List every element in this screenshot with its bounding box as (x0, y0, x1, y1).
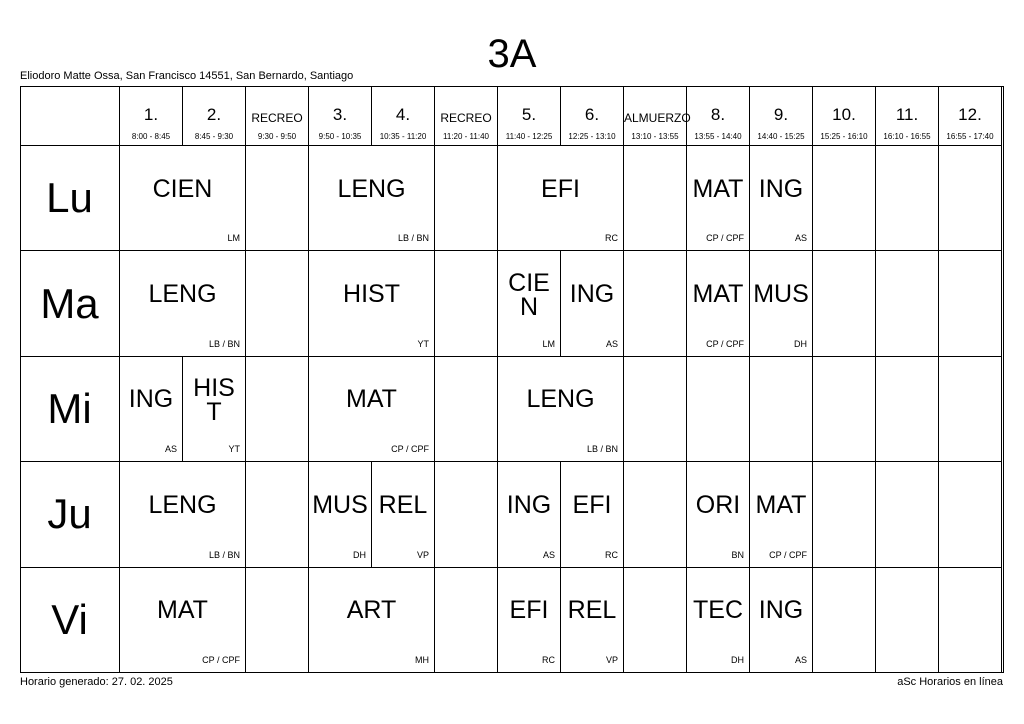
period-header (561, 86, 624, 146)
period-label: 1. (143, 105, 159, 124)
lesson-cell[interactable] (498, 251, 561, 356)
day-cell (20, 568, 120, 673)
lesson-cell[interactable] (750, 568, 813, 673)
lesson-teacher: LM (227, 233, 240, 244)
period-label: ALMUERZO (624, 111, 691, 125)
lesson-subject-text: LENG (526, 385, 595, 414)
lesson-cell[interactable] (372, 462, 435, 567)
lesson-subject (183, 357, 245, 443)
lesson-subject-text: MAT (692, 174, 744, 203)
empty-slot (624, 146, 687, 251)
empty-slot (813, 251, 876, 356)
empty-slot (876, 462, 939, 567)
brand-footer: aSc Horarios en línea (897, 676, 1003, 688)
empty-slot (939, 146, 1002, 251)
period-time: 15:25 - 16:10 (820, 132, 868, 141)
lesson-cell[interactable] (120, 251, 246, 356)
empty-slot (246, 462, 309, 567)
lesson-teacher: AS (542, 549, 555, 560)
lesson-subject (120, 146, 245, 232)
period-time: 13:10 - 13:55 (631, 132, 679, 141)
period-time: 9:50 - 10:35 (318, 132, 362, 141)
empty-slot (813, 462, 876, 567)
lesson-cell[interactable] (120, 568, 246, 673)
lesson-subject (309, 251, 434, 337)
lesson-subject (120, 568, 245, 654)
lesson-cell[interactable] (498, 357, 624, 462)
lesson-subject (309, 357, 434, 443)
lesson-subject (687, 146, 749, 232)
lesson-cell[interactable] (687, 568, 750, 673)
page-title: 3A (487, 32, 537, 76)
lesson-subject (309, 462, 371, 548)
period-time: 11:20 - 11:40 (443, 132, 489, 141)
lesson-subject-text: REL (378, 490, 428, 519)
lesson-subject (561, 568, 623, 654)
lesson-teacher: CP / CPF (391, 444, 429, 455)
empty-slot (246, 568, 309, 673)
lesson-subject (498, 568, 560, 654)
lesson-subject (498, 251, 560, 337)
day-label: Lu (46, 174, 93, 222)
day-cell (20, 146, 120, 251)
lesson-subject (750, 146, 812, 232)
lesson-cell[interactable] (309, 357, 435, 462)
lesson-cell[interactable] (120, 357, 183, 462)
empty-slot (813, 146, 876, 251)
lesson-cell[interactable] (561, 462, 624, 567)
lesson-cell[interactable] (498, 146, 624, 251)
period-time: 11:40 - 12:25 (505, 132, 553, 141)
period-header (876, 86, 939, 146)
period-label: 2. (206, 105, 222, 124)
lesson-subject-text: ING (758, 596, 804, 625)
period-time: 10:35 - 11:20 (379, 132, 427, 141)
day-cell (20, 462, 120, 567)
empty-slot (876, 568, 939, 673)
day-label: Mi (47, 384, 92, 432)
period-label: 4. (395, 105, 411, 124)
empty-slot (750, 357, 813, 462)
period-header (750, 86, 813, 146)
lesson-subject-text: LENG (148, 490, 217, 519)
empty-slot (939, 357, 1002, 462)
empty-slot (435, 568, 498, 673)
period-time: 12:25 - 13:10 (568, 132, 616, 141)
lesson-subject-text: CIEN (508, 268, 550, 321)
lesson-cell[interactable] (561, 568, 624, 673)
lesson-cell[interactable] (750, 462, 813, 567)
lesson-teacher: VP (416, 549, 429, 560)
period-label: 9. (773, 105, 789, 124)
period-time: 14:40 - 15:25 (757, 132, 805, 141)
empty-slot (939, 568, 1002, 673)
lesson-teacher: AS (605, 338, 618, 349)
lesson-subject-text: HIST (343, 280, 400, 309)
lesson-teacher: LB / BN (397, 233, 429, 244)
empty-slot (813, 568, 876, 673)
period-header (183, 86, 246, 146)
lesson-subject-text: REL (567, 596, 617, 625)
lesson-cell[interactable] (309, 251, 435, 356)
period-label: 12. (958, 105, 982, 124)
lesson-subject (561, 462, 623, 548)
period-header (498, 86, 561, 146)
empty-slot (876, 251, 939, 356)
lesson-subject-text: LENG (148, 280, 217, 309)
lesson-teacher: LB / BN (208, 338, 240, 349)
lesson-teacher: AS (794, 233, 807, 244)
period-time: 16:55 - 17:40 (946, 132, 994, 141)
lesson-teacher: MH (415, 654, 429, 665)
day-label: Ma (40, 279, 99, 327)
empty-slot (435, 357, 498, 462)
lesson-subject (561, 251, 623, 337)
period-header (120, 86, 183, 146)
empty-slot (624, 251, 687, 356)
empty-slot (435, 251, 498, 356)
period-header (372, 86, 435, 146)
lesson-cell[interactable] (687, 251, 750, 356)
lesson-subject (120, 357, 182, 443)
lesson-subject-text: EFI (572, 490, 612, 519)
period-label: RECREO (251, 111, 303, 125)
lesson-teacher: YT (228, 444, 240, 455)
lesson-teacher: BN (731, 549, 744, 560)
lesson-teacher: CP / CPF (706, 338, 744, 349)
lesson-subject-text: ART (346, 596, 397, 625)
lesson-subject-text: MAT (755, 490, 807, 519)
lesson-teacher: DH (794, 338, 807, 349)
lesson-subject (750, 251, 812, 337)
day-cell (20, 357, 120, 462)
empty-slot (246, 357, 309, 462)
lesson-cell[interactable] (687, 462, 750, 567)
period-header (687, 86, 750, 146)
lesson-subject-text: TEC (693, 596, 743, 625)
period-header (813, 86, 876, 146)
lesson-subject (687, 568, 749, 654)
lesson-subject-text: MAT (157, 596, 208, 625)
day-label: Ju (47, 490, 92, 538)
lesson-cell[interactable] (750, 251, 813, 356)
lesson-cell[interactable] (750, 146, 813, 251)
lesson-teacher: CP / CPF (769, 549, 807, 560)
lesson-teacher: YT (417, 338, 429, 349)
lesson-teacher: LB / BN (586, 444, 618, 455)
lesson-subject-text: MAT (692, 280, 744, 309)
empty-slot (939, 462, 1002, 567)
lesson-teacher: AS (164, 444, 177, 455)
lesson-teacher: DH (353, 549, 366, 560)
header-corner (20, 86, 120, 146)
generated-date: Horario generado: 27. 02. 2025 (20, 676, 173, 688)
lesson-subject-text: MUS (753, 280, 809, 309)
lesson-subject-text: ING (506, 490, 552, 519)
empty-slot (435, 462, 498, 567)
lesson-subject (498, 462, 560, 548)
period-header (246, 86, 309, 146)
empty-slot (435, 146, 498, 251)
period-header (624, 86, 691, 146)
day-label: Vi (51, 595, 88, 643)
lesson-subject-text: ING (569, 280, 615, 309)
lesson-subject (120, 462, 245, 548)
period-label: 3. (332, 105, 348, 124)
lesson-subject (687, 462, 749, 548)
lesson-cell[interactable] (120, 146, 246, 251)
period-time: 8:45 - 9:30 (194, 132, 234, 141)
lesson-subject (750, 462, 812, 548)
lesson-cell[interactable] (183, 357, 246, 462)
lesson-subject-text: ING (758, 174, 804, 203)
lesson-subject (498, 357, 623, 443)
lesson-subject-text: EFI (509, 596, 549, 625)
lesson-teacher: RC (542, 654, 555, 665)
lesson-subject-text: MAT (346, 385, 397, 414)
empty-slot (687, 357, 750, 462)
lesson-subject-text: ING (128, 385, 174, 414)
lesson-teacher: AS (794, 654, 807, 665)
lesson-subject-text: LENG (337, 174, 406, 203)
lesson-subject-text: EFI (541, 174, 580, 203)
period-header (435, 86, 498, 146)
empty-slot (939, 251, 1002, 356)
lesson-cell[interactable] (309, 146, 435, 251)
period-label: 8. (710, 105, 726, 124)
period-time: 8:00 - 8:45 (131, 132, 171, 141)
lesson-subject-text: MUS (312, 490, 368, 519)
lesson-teacher: DH (731, 654, 744, 665)
day-cell (20, 251, 120, 356)
period-label: RECREO (440, 111, 492, 125)
period-header (939, 86, 1002, 146)
empty-slot (813, 357, 876, 462)
lesson-subject-text: ORI (695, 490, 741, 519)
empty-slot (624, 568, 687, 673)
lesson-subject-text: CIEN (152, 174, 213, 203)
empty-slot (624, 462, 687, 567)
lesson-teacher: CP / CPF (706, 233, 744, 244)
period-label: 11. (895, 105, 919, 124)
period-label: 10. (832, 105, 856, 124)
period-time: 13:55 - 14:40 (694, 132, 742, 141)
period-label: 6. (584, 105, 600, 124)
lesson-subject (750, 568, 812, 654)
period-label: 5. (521, 105, 537, 124)
lesson-subject (372, 462, 434, 548)
lesson-subject (120, 251, 245, 337)
lesson-teacher: RC (605, 549, 618, 560)
period-time: 16:10 - 16:55 (883, 132, 931, 141)
lesson-cell[interactable] (561, 251, 624, 356)
lesson-subject-text: HIST (193, 373, 235, 426)
lesson-cell[interactable] (687, 146, 750, 251)
lesson-cell[interactable] (498, 568, 561, 673)
school-info: Eliodoro Matte Ossa, San Francisco 14551, San Bernardo, Santiago (20, 70, 354, 82)
timetable-grid (20, 86, 1004, 673)
empty-slot (876, 146, 939, 251)
lesson-teacher: CP / CPF (202, 654, 240, 665)
lesson-cell[interactable] (498, 462, 561, 567)
lesson-subject (309, 568, 434, 654)
period-header (309, 86, 372, 146)
lesson-cell[interactable] (120, 462, 246, 567)
lesson-subject (498, 146, 623, 232)
lesson-teacher: RC (605, 233, 618, 244)
empty-slot (246, 251, 309, 356)
empty-slot (876, 357, 939, 462)
lesson-teacher: LM (542, 338, 555, 349)
lesson-teacher: LB / BN (208, 549, 240, 560)
empty-slot (246, 146, 309, 251)
empty-slot (624, 357, 687, 462)
lesson-cell[interactable] (309, 462, 372, 567)
lesson-cell[interactable] (309, 568, 435, 673)
lesson-subject (687, 251, 749, 337)
lesson-teacher: VP (605, 654, 618, 665)
period-time: 9:30 - 9:50 (257, 132, 297, 141)
lesson-subject (309, 146, 434, 232)
